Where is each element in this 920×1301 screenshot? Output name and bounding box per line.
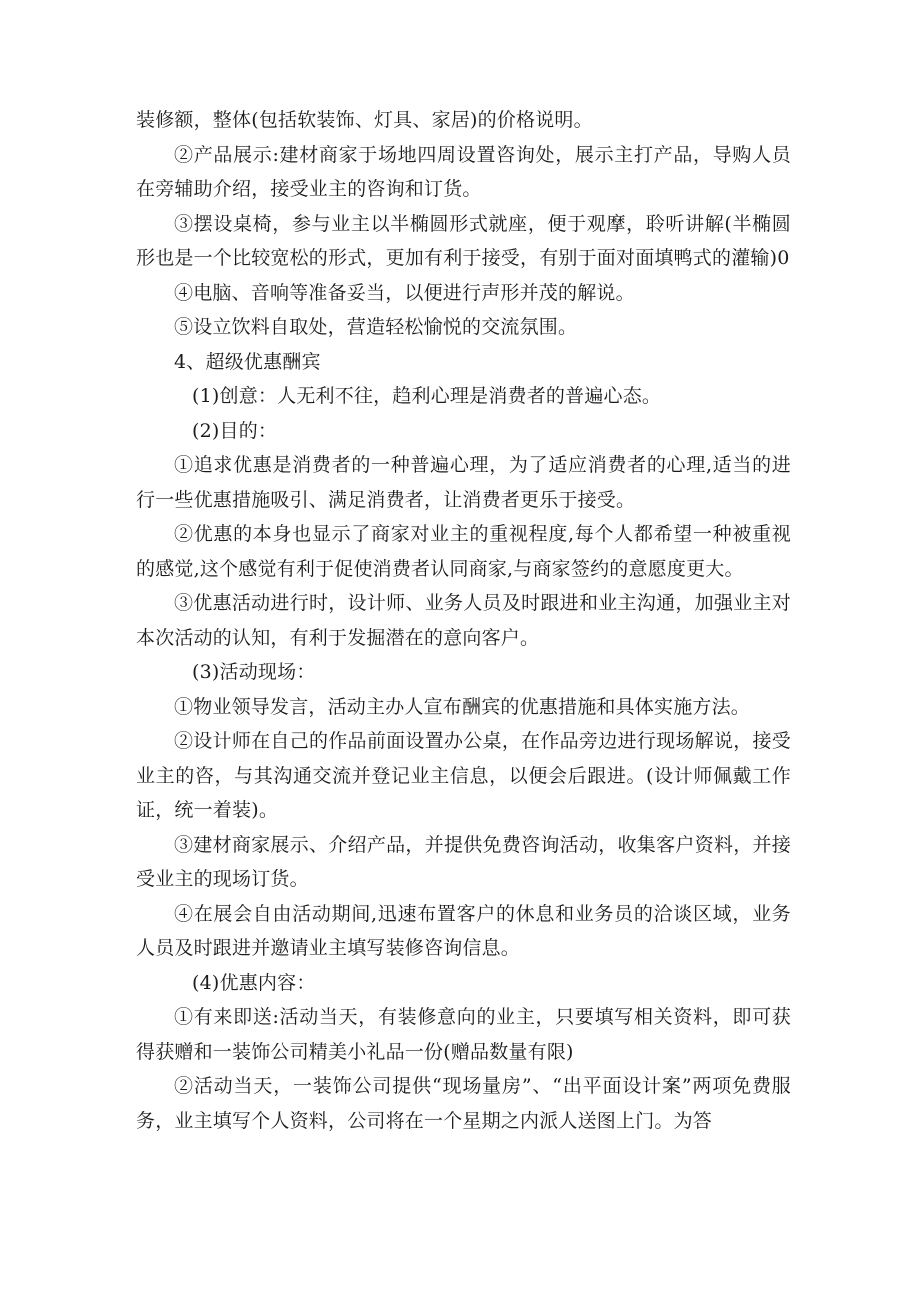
paragraph: ③摆设桌椅，参与业主以半椭圆形式就座，便于观摩，聆听讲解(半椭圆形也是一个比较宽松的形式，更加有利于接受，有别于面对面填鸭式的灌输)0: [136, 212, 791, 269]
paragraph: ②设计师在自己的作品前面设置办公桌，在作品旁边进行现场解说，接受业主的咨，与其沟通交流并登记业主信息，以便会后跟进。(设计师佩戴工作证，统一着装)。: [136, 730, 791, 821]
paragraph: ③优惠活动进行时，设计师、业务人员及时跟进和业主沟通，加强业主对本次活动的认知，有利于发掘潜在的意向客户。: [136, 592, 791, 649]
document-body: [136, 103, 791, 1138]
paragraph: ③建材商家展示、介绍产品，并提供免费咨询活动，收集客户资料，并接受业主的现场订货。: [136, 833, 791, 890]
paragraph: (1)创意：人无利不往，趋利心理是消费者的普遍心态。: [192, 385, 662, 407]
paragraph: (3)活动现场：: [192, 661, 316, 683]
paragraph: ①追求优惠是消费者的一种普遍心理，为了适应消费者的心理,适当的进行一些优惠措施吸引、满足消费者，让消费者更乐于接受。: [136, 454, 791, 511]
paragraph: ⑤设立饮料自取处，营造轻松愉悦的交流氛围。: [174, 316, 578, 338]
paragraph: (2)目的：: [192, 419, 278, 442]
paragraph: (4)优惠内容：: [192, 971, 316, 994]
paragraph: ①有来即送:活动当天，有装修意向的业主，只要填写相关资料，即可获得获赠和一装饰公司精美小礼品一份(赠品数量有限): [136, 1006, 791, 1063]
paragraph: 装修额，整体(包括软装饰、灯具、家居)的价格说明。: [136, 109, 593, 131]
paragraph: ④在展会自由活动期间,迅速布置客户的休息和业务员的洽谈区域，业务人员及时跟进并邀请业主填写装修咨询信息。: [136, 902, 791, 959]
paragraph: ②产品展示:建材商家于场地四周设置咨询处，展示主打产品，导购人员在旁辅助介绍，接受业主的咨询和订货。: [136, 143, 791, 200]
paragraph: ②活动当天，一装饰公司提供“现场量房”、“出平面设计案”两项免费服务，业主填写个人资料，公司将在一个星期之内派人送图上门。为答: [136, 1075, 791, 1132]
paragraph: ④电脑、音响等准备妥当，以便进行声形并茂的解说。: [174, 281, 635, 304]
paragraph: 4、超级优惠酬宾: [174, 350, 321, 373]
paragraph: ②优惠的本身也显示了商家对业主的重视程度,每个人都希望一种被重视的感觉,这个感觉有利于促使消费者认同商家,与商家签约的意愿度更大。: [136, 523, 791, 580]
paragraph: ①物业领导发言，活动主办人宣布酬宾的优惠措施和具体实施方法。: [174, 695, 751, 718]
